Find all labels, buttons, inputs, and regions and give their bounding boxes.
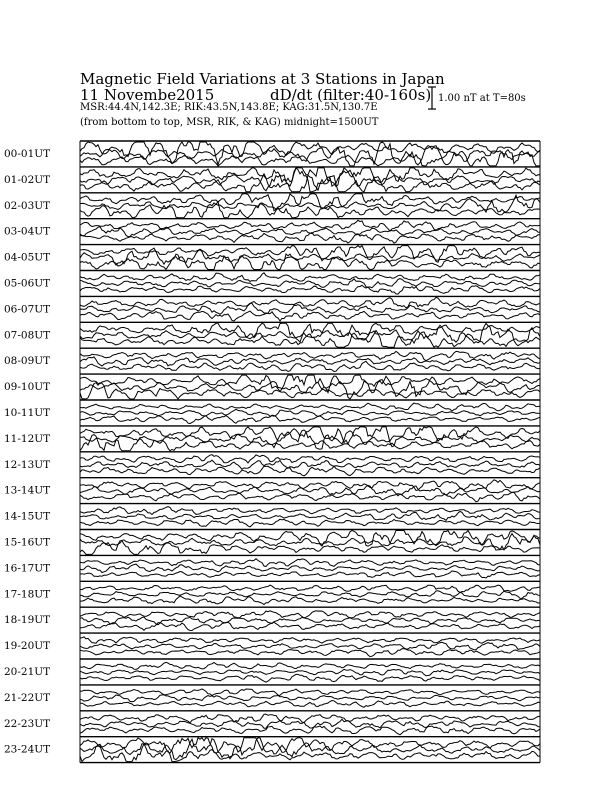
row-label: 20-21UT	[4, 666, 51, 678]
row-label: 22-23UT	[4, 717, 51, 730]
row-08-09UT	[4, 348, 540, 371]
trace-msr	[80, 596, 540, 605]
trace-kag	[80, 297, 540, 308]
trace-kag	[80, 455, 540, 463]
trace-kag	[80, 637, 540, 643]
scale-bar	[428, 87, 436, 109]
trace-msr	[80, 701, 540, 708]
row-label: 06-07UT	[4, 303, 51, 316]
row-02-03UT	[4, 193, 540, 218]
row-label: 23-24UT	[4, 743, 51, 756]
row-label: 01-02UT	[4, 173, 51, 186]
row-label: 05-06UT	[4, 277, 51, 290]
row-00-01UT	[4, 141, 540, 166]
trace-msr	[80, 331, 540, 348]
trace-kag	[80, 507, 540, 515]
row-01-02UT	[4, 167, 540, 192]
row-label: 18-19UT	[4, 614, 51, 627]
trace-kag	[80, 714, 540, 723]
trace-rik	[80, 617, 540, 625]
row-label: 19-20UT	[4, 640, 51, 653]
row-06-07UT	[4, 296, 540, 321]
row-label: 13-14UT	[4, 484, 51, 497]
trace-msr	[80, 233, 540, 244]
row-label: 08-09UT	[4, 355, 51, 368]
trace-msr	[80, 383, 540, 399]
row-15-16UT	[4, 530, 540, 555]
trace-msr	[80, 622, 540, 630]
trace-rik	[80, 642, 540, 649]
trace-msr	[80, 726, 540, 735]
row-19-20UT	[4, 633, 540, 657]
trace-rik	[80, 669, 540, 675]
trace-msr	[80, 285, 540, 294]
trace-msr	[80, 674, 540, 682]
trace-kag	[80, 559, 540, 567]
row-label: 21-22UT	[4, 691, 51, 704]
trace-kag	[80, 220, 540, 231]
row-label: 02-03UT	[4, 199, 51, 212]
trace-msr	[80, 466, 540, 476]
trace-rik	[80, 357, 540, 366]
chart-title: Magnetic Field Variations at 3 Stations in Japan	[80, 70, 445, 88]
station-coordinates: MSR:44.4N,142.3E; RIK:43.5N,143.8E; KAG:31.5N,130.7E	[80, 102, 378, 113]
trace-rik	[80, 719, 540, 728]
rows-layer	[4, 141, 540, 763]
row-21-22UT	[4, 685, 540, 707]
trace-rik	[80, 591, 540, 599]
scale-bar-label: 1.00 nT at T=80s	[438, 93, 526, 104]
trace-kag	[80, 662, 540, 669]
trace-msr	[80, 202, 540, 218]
trace-kag	[80, 585, 540, 592]
row-13-14UT	[4, 478, 540, 502]
trace-kag	[80, 480, 540, 491]
row-12-13UT	[4, 452, 540, 476]
chart-date: 11 Novembe2015	[80, 86, 215, 104]
trace-kag	[80, 611, 540, 618]
trace-rik	[80, 409, 540, 416]
chart-data-type: dD/dt (filter:40-160s)	[270, 86, 432, 104]
trace-kag	[80, 273, 540, 282]
row-label: 16-17UT	[4, 562, 51, 575]
trace-kag	[80, 689, 540, 696]
row-22-23UT	[4, 711, 540, 735]
trace-msr	[80, 541, 540, 555]
trace-msr	[80, 649, 540, 657]
trace-rik	[80, 142, 540, 166]
row-03-04UT	[4, 219, 540, 243]
trace-msr	[80, 571, 540, 578]
trace-rik	[80, 460, 540, 469]
row-17-18UT	[4, 581, 540, 604]
row-label: 11-12UT	[4, 432, 51, 445]
row-label: 15-16UT	[4, 536, 51, 549]
row-07-08UT	[4, 322, 540, 347]
trace-rik	[80, 695, 540, 702]
trace-msr	[80, 415, 540, 423]
row-18-19UT	[4, 607, 540, 630]
trace-rik	[80, 485, 540, 495]
row-label: 09-10UT	[4, 381, 51, 394]
trace-rik	[80, 564, 540, 572]
row-09-10UT	[4, 374, 540, 399]
row-label: 04-05UT	[4, 251, 51, 264]
row-11-12UT	[4, 426, 540, 451]
row-label: 10-11UT	[4, 407, 51, 419]
row-label: 12-13UT	[4, 458, 51, 471]
row-10-11UT	[4, 400, 540, 424]
trace-msr	[80, 519, 540, 527]
row-label: 14-15UT	[4, 510, 51, 523]
trace-kag	[80, 351, 540, 360]
row-20-21UT	[4, 659, 540, 682]
trace-msr	[80, 492, 540, 502]
trace-kag	[80, 403, 540, 411]
trace-rik	[80, 168, 540, 192]
row-16-17UT	[4, 555, 540, 578]
station-order-note: (from bottom to top, MSR, RIK, & KAG) midnight=1500UT	[80, 117, 379, 128]
row-05-06UT	[4, 271, 540, 295]
row-14-15UT	[4, 504, 540, 527]
row-label: 17-18UT	[4, 588, 51, 601]
row-label: 07-08UT	[4, 329, 51, 342]
row-label: 03-04UT	[4, 225, 51, 238]
trace-kag	[80, 323, 540, 342]
trace-msr	[80, 311, 540, 321]
row-23-24UT	[4, 737, 540, 762]
row-04-05UT	[4, 245, 540, 270]
trace-kag	[80, 531, 540, 547]
row-label: 00-01UT	[4, 148, 51, 160]
